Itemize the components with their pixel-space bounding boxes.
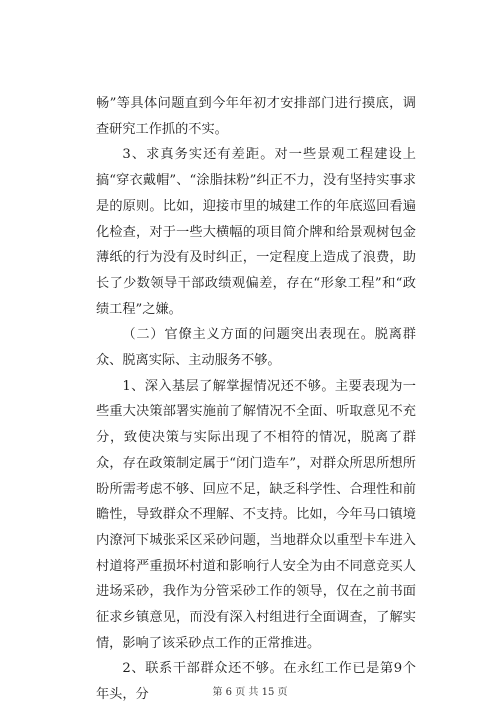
- paragraph-point-3: 3、求真务实还有差距。对一些景观工程建设上搞“穿衣戴帽”、“涂脂抹粉”纠正不力，没有坚持实事求是的原则。比如，迎接市里的城建工作的年底巡回看遍化检查，对于一些大横幅的项目简介牌和给景观树包金薄纸的行为没有及时纠正，一定程度上造成了浪费，助长了少数领导干部政绩观偏差，存在“形象工程”和“政绩工程”之嫌。: [96, 147, 416, 317]
- document-body: [96, 91, 416, 708]
- paragraph-point-2: 2、联系干部群众还不够。在永红工作已是第9个年头，分: [96, 661, 416, 703]
- paragraph-point-1: 1、深入基层了解掌握情况还不够。主要表现为一些重大决策部署实施前了解情况不全面、听取意见不充分，致使决策与实际出现了不相符的情况，脱离了群众，存在政策制定属于“闭门造车”，对群众所思所想所盼所需考虑不够、回应不足，缺乏科学性、合理性和前瞻性，导致群众不理解、不支持。比如，今年马口镇境内潦河下城张采区采砂问题，当地群众以重型卡车进入村道将严重损坏村道和影响行人安全为由不同意竞买人进场采砂，我作为分管采砂工作的领导，仅在之前书面征求乡镇意见，而没有深入村组进行全面调查，了解实情，影响了该采砂点工作的正常推进。: [96, 378, 416, 651]
- paragraph-continuation: 畅”等具体问题直到今年年初才安排部门进行摸底，调查研究工作抓的不实。: [96, 96, 416, 137]
- paragraph-section-2-heading: （二）官僚主义方面的问题突出表现在。脱离群众、脱离实际、主动服务不够。: [96, 327, 416, 369]
- page-footer: 第 6 页 共 15 页: [212, 687, 288, 698]
